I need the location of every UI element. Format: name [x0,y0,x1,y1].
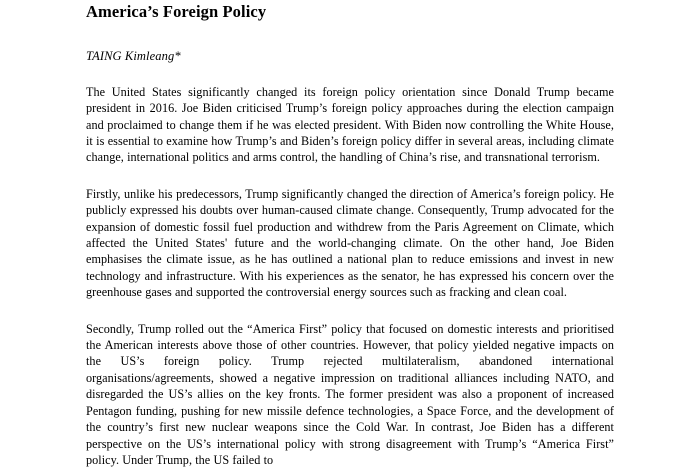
author-byline: TAING Kimleang* [86,48,181,63]
body-paragraph-1: The United States significantly changed its foreign policy orientation since Donald Trump became president in 2016. Joe Biden criticised Trump’s foreign policy approaches during the election campaign and proclaimed to change them if he was elected president. With Biden now controlling the White House, it is essential to examine how Trump’s and Biden’s foreign policy differ in several areas, including climate change, international politics and arms control, the handling of China’s rise, and transnational terrorism. [86,84,614,165]
body-paragraph-2: Firstly, unlike his predecessors, Trump significantly changed the direction of America’s foreign policy. He publicly expressed his doubts over human-caused climate change. Consequently, Trump advocated for the expansion of domestic fossil fuel production and withdrew from the Paris Agreement on Climate, which affected the United States' future and the world-changing climate. On the other hand, Joe Biden emphasises the climate issue, as he has outlined a national plan to reduce emissions and invest in new technology and infrastructure. With his experiences as the senator, he has expressed his concern over the greenhouse gases and supported the controversial energy sources such as fracking and clean coal. [86,186,614,300]
body-paragraph-3: Secondly, Trump rolled out the “America First” policy that focused on domestic interests and prioritised the American interests above those of other countries. However, that policy yielded negative impacts on the US’s foreign policy. Trump rejected multilateralism, abandoned international organisations/agreements, showed a negative impression on traditional alliances including NATO, and disregarded the US’s allies on the key fronts. The former president was also a proponent of increased Pentagon funding, pushing for new missile defence technologies, a Space Force, and the development of the country’s first new nuclear weapons since the Cold War. In contrast, Joe Biden has a different perspective on the US’s international policy with strong disagreement with Trump’s “America First” policy. Under Trump, the US failed to [86,321,614,467]
page-title: America’s Foreign Policy [86,2,267,21]
